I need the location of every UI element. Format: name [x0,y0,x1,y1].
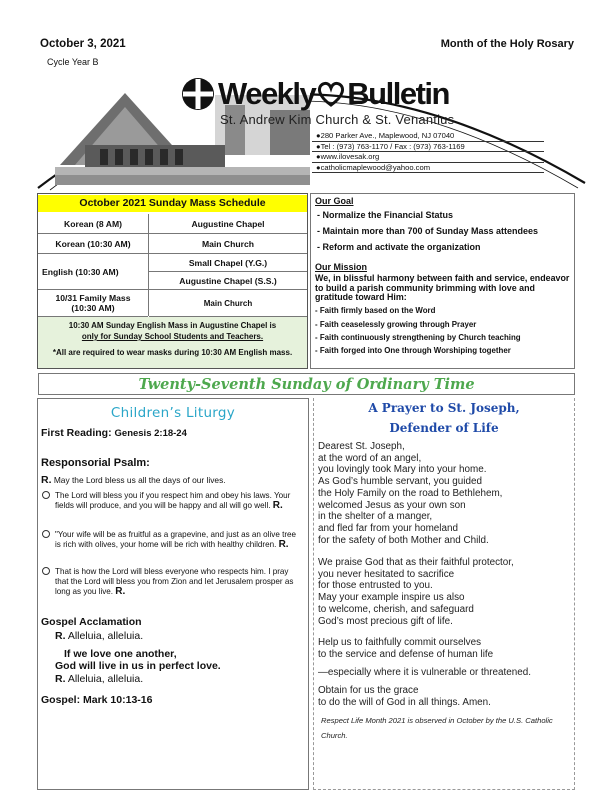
first-reading-label: First Reading: [41,427,115,439]
prayer-paragraph [318,667,572,679]
goal-heading: Our Goal [315,196,354,206]
mission-item: - Faith ceaselessly growing through Prayer [315,320,477,329]
schedule-korean-1030-place: Main Church [149,234,307,254]
verse-text: The Lord will bless you if you respect him and obey his laws. Your fields will produce, and you will be happy and all will go well. [55,491,291,510]
cycle-year: Cycle Year B [47,57,99,67]
schedule-family-mass [38,290,148,317]
verse-r: R. [272,499,283,511]
respect-life-note: Respect Life Month 2021 is observed in October by the U.S. Catholic Church. [321,716,553,740]
response-r: R. [41,474,52,486]
sunday-banner: Twenty-Seventh Sunday of Ordinary Time [38,373,575,395]
logo-word-bulletin: Bulletin [347,76,449,111]
psalm-verse [42,567,304,597]
mass-schedule-title: October 2021 Sunday Mass Schedule [38,195,307,212]
alleluia-r: R. [55,630,66,642]
contact-info [312,131,544,173]
goal-item: - Maintain more than 700 of Sunday Mass attendees [317,226,539,236]
verse-r: R. [278,538,289,550]
notice-mask: *All are required to wear masks during 10:30 AM English mass. [52,348,293,357]
alleluia-line [55,673,143,685]
schedule-english-place-yg: Small Chapel (Y.G.) [149,254,307,272]
verse-r: R. [115,585,126,597]
prayer-line: As God’s humble servant, you guided [318,476,482,488]
verse-bullet-icon [42,530,50,538]
prayer-paragraph [318,685,572,708]
prayer-line: at the word of an angel, [318,452,422,464]
schedule-korean-8am-place: Augustine Chapel [149,214,307,234]
prayer-line: Obtain for us the grace [318,685,419,696]
acclamation-line-2: God will live in us in perfect love. [55,660,221,672]
first-reading-ref: Genesis 2:18-24 [114,428,187,439]
cross-orb-icon [180,76,216,112]
mission-item: - Faith continuously strengthening by Church teaching [315,333,521,342]
psalm-response [41,474,226,486]
family-mass-date: 10/31 Family Mass [55,293,131,303]
month-theme: Month of the Holy Rosary [440,38,574,50]
prayer-line: in the shelter of a manger, [318,511,433,523]
prayer-line: you never hesitated to sacrifice [318,568,455,580]
verse-text: That is how the Lord will bless everyone who respects him. I pray that the Lord will bless you from Zion and let Jerusalem prosper as long as you live. [55,567,294,596]
bulletin-date: October 3, 2021 [40,38,126,50]
verse-bullet-icon [42,567,50,575]
psalm-verse [42,530,304,550]
address-line: ●280 Parker Ave., Maplewood, NJ 07040 [312,131,544,142]
acclamation-verse [55,648,221,672]
prayer-line: We praise God that as their faithful protector, [318,557,514,568]
alleluia-text: Alleluia, alleluia. [65,630,144,642]
prayer-line: for those entrusted to you. [318,580,433,592]
schedule-english-place-ss: Augustine Chapel (S.S.) [149,272,307,290]
prayer-line: —especially where it is vulnerable or threatened. [318,667,531,678]
prayer-title-line-1: A Prayer to St. Joseph, [368,401,520,415]
prayer-line: the Holy Family on the road to Bethlehem, [318,487,503,499]
verse-bullet-icon [42,491,50,499]
website-line[interactable]: ●www.ilovesak.org [312,152,544,163]
prayer-line: to do the will of God in all things. Amen. [318,696,491,708]
mission-heading: Our Mission [315,262,368,272]
mission-item: - Faith forged into One through Worshiping together [315,346,511,355]
alleluia-text: Alleluia, alleluia. [65,673,144,685]
mission-statement: We, in blissful harmony between faith and service, endeavor to build a parish community brimming with love and gratitude toward Him: [315,273,570,303]
prayer-line: God’s most precious gift of life. [318,615,453,627]
phone-line: ●Tel : (973) 763-1170 / Fax : (973) 763-1169 [312,142,544,153]
first-reading [41,427,187,439]
acclamation-line-1: If we love one another, [64,648,177,660]
prayer-paragraph [318,637,572,660]
notice-line-2: only for Sunday School Students and Teachers. [81,332,264,341]
prayer-line: to welcome, cherish, and safeguard [318,603,474,615]
verse-text: "Your wife will be as fruitful as a grapevine, and just as an olive tree is rich with olives, your home will be rich with healthy children. [55,530,297,549]
bulletin-logo [180,74,449,114]
prayer-line: and fled far from your homeland [318,522,458,534]
notice-line-1: 10:30 AM Sunday English Mass in Augustine Chapel is [68,321,277,330]
schedule-english-1030: English (10:30 AM) [38,254,148,290]
gospel-reading: Gospel: Mark 10:13-16 [41,694,153,706]
prayer-paragraph [318,557,572,627]
prayer-line: to the service and defense of human life [318,648,494,660]
goal-item: - Reform and activate the organization [317,242,481,252]
prayer-line: you lovingly took Mary into your home. [318,464,487,476]
heart-icon [316,81,346,107]
schedule-notice [38,317,307,368]
childrens-liturgy-title: Children’s Liturgy [110,405,236,421]
family-mass-time: (10:30 AM) [71,303,115,313]
goal-item: - Normalize the Financial Status [317,210,454,220]
psalm-heading: Responsorial Psalm: [41,457,150,469]
schedule-family-mass-place: Main Church [149,290,307,317]
prayer-line: Help us to faithfully commit ourselves [318,637,482,648]
response-text: May the Lord bless us all the days of our lives. [51,475,226,485]
mission-item: - Faith firmly based on the Word [315,306,436,315]
church-name: St. Andrew Kim Church & St. Venantius [220,112,455,127]
logo-word-weekly: Weekly [218,76,316,111]
alleluia-line [55,630,143,642]
email-line[interactable]: ●catholicmaplewood@yahoo.com [312,163,544,174]
gospel-acclamation-heading: Gospel Acclamation [41,616,142,628]
prayer-paragraph [318,441,572,546]
alleluia-r: R. [55,673,66,685]
prayer-line: Dearest St. Joseph, [318,441,405,452]
schedule-korean-8am: Korean (8 AM) [38,214,148,234]
prayer-line: welcomed Jesus as your own son [318,499,466,511]
prayer-line: for the safety of both Mother and Child. [318,534,489,546]
psalm-verse [42,491,304,511]
prayer-line: May your example inspire us also [318,592,465,604]
schedule-korean-1030: Korean (10:30 AM) [38,234,148,254]
prayer-title-line-2: Defender of Life [389,421,499,435]
